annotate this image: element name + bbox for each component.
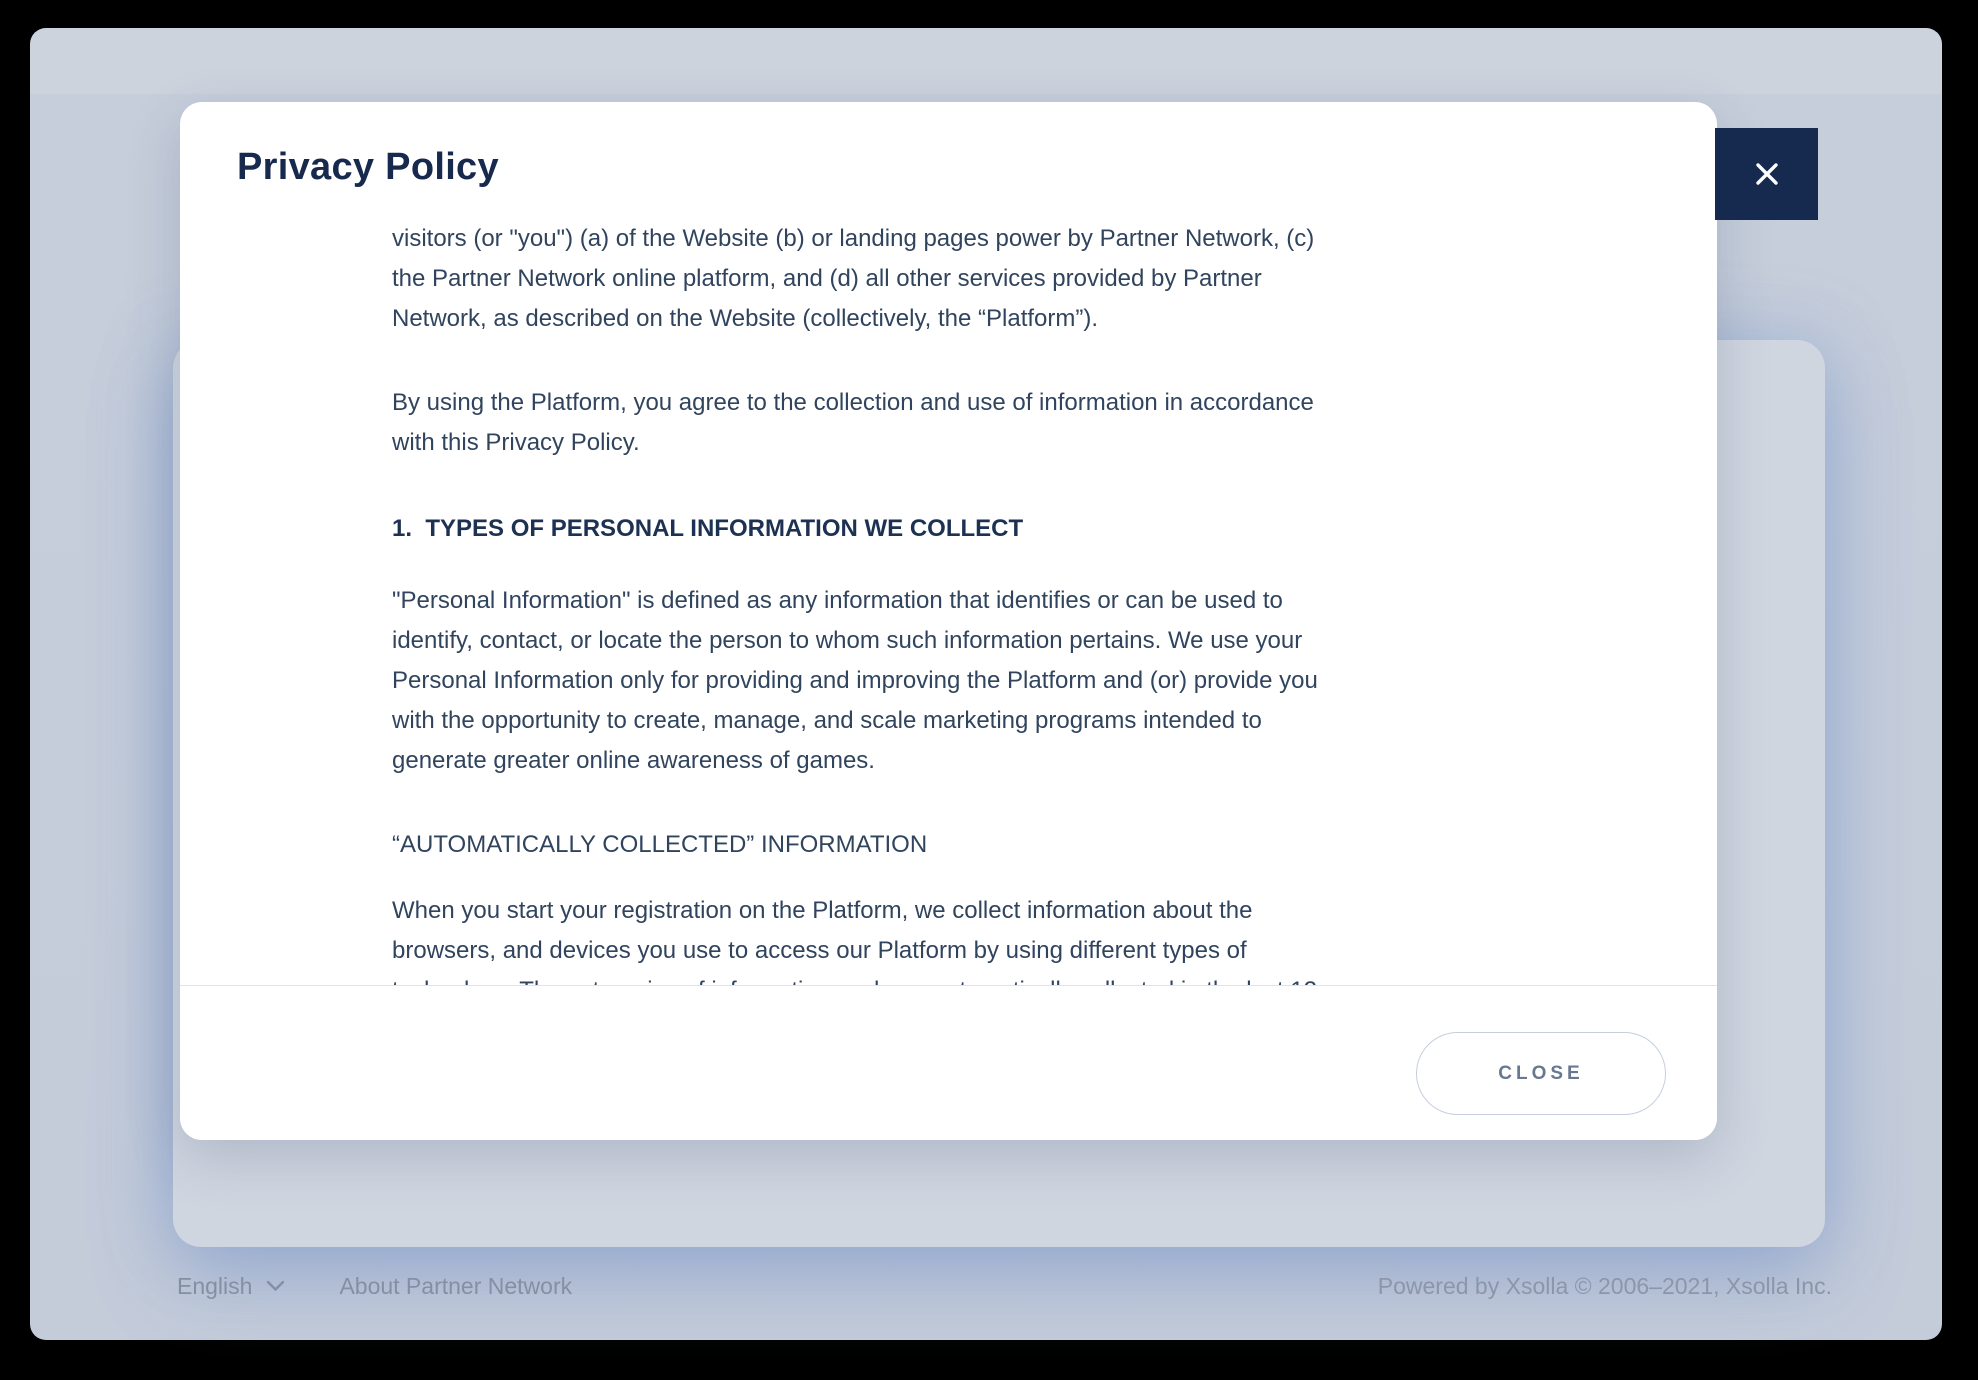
- chevron-down-icon: [266, 1280, 285, 1292]
- text-line: generate greater online awareness of games.: [392, 747, 875, 774]
- modal-close-button[interactable]: [1715, 128, 1818, 220]
- text-line: with this Privacy Policy.: [392, 429, 640, 456]
- subheading-automatically-collected: “AUTOMATICALLY COLLECTED” INFORMATION: [392, 831, 928, 858]
- text-line: Network, as described on the Website (collectively, the “Platform”).: [392, 305, 1099, 332]
- app-screen: [30, 28, 1942, 1340]
- privacy-policy-text: [392, 219, 1505, 1011]
- modal-footer: [180, 985, 1717, 1140]
- section-heading-types-of-information: 1. TYPES OF PERSONAL INFORMATION WE COLLECT: [392, 515, 1024, 542]
- text-line: By using the Platform, you agree to the collection and use of information in accordance: [392, 389, 1314, 416]
- text-line: the Partner Network online platform, and (d) all other services provided by Partner: [392, 265, 1262, 292]
- close-button[interactable]: CLOSE: [1416, 1032, 1666, 1115]
- about-partner-network-link[interactable]: About Partner Network: [339, 1272, 573, 1299]
- text-line: When you start your registration on the Platform, we collect information about the: [392, 897, 1253, 924]
- paragraph: [392, 219, 1505, 339]
- text-line: visitors (or "you") (a) of the Website (b) or landing pages power by Partner Network, (c): [392, 225, 1315, 252]
- text-line: Personal Information only for providing and improving the Platform and (or) provide you: [392, 667, 1318, 694]
- text-line: identify, contact, or locate the person to whom such information pertains. We use your: [392, 627, 1303, 654]
- privacy-policy-modal: [180, 102, 1717, 1140]
- language-selector[interactable]: [177, 1273, 285, 1300]
- text-line: with the opportunity to create, manage, and scale marketing programs intended to: [392, 707, 1262, 734]
- page-footer: [177, 1264, 1832, 1308]
- copyright-text: Powered by Xsolla © 2006–2021, Xsolla Inc.: [1377, 1272, 1832, 1299]
- close-icon: [1750, 157, 1784, 191]
- text-line: "Personal Information" is defined as any information that identifies or can be used to: [392, 587, 1283, 614]
- paragraph: [392, 581, 1505, 781]
- page-title: Privacy Policy: [237, 146, 499, 188]
- language-selector-label: English: [177, 1272, 253, 1299]
- privacy-policy-scroll-area[interactable]: [180, 225, 1717, 985]
- paragraph: [392, 383, 1505, 463]
- text-line: browsers, and devices you use to access our Platform by using different types of: [392, 937, 1247, 964]
